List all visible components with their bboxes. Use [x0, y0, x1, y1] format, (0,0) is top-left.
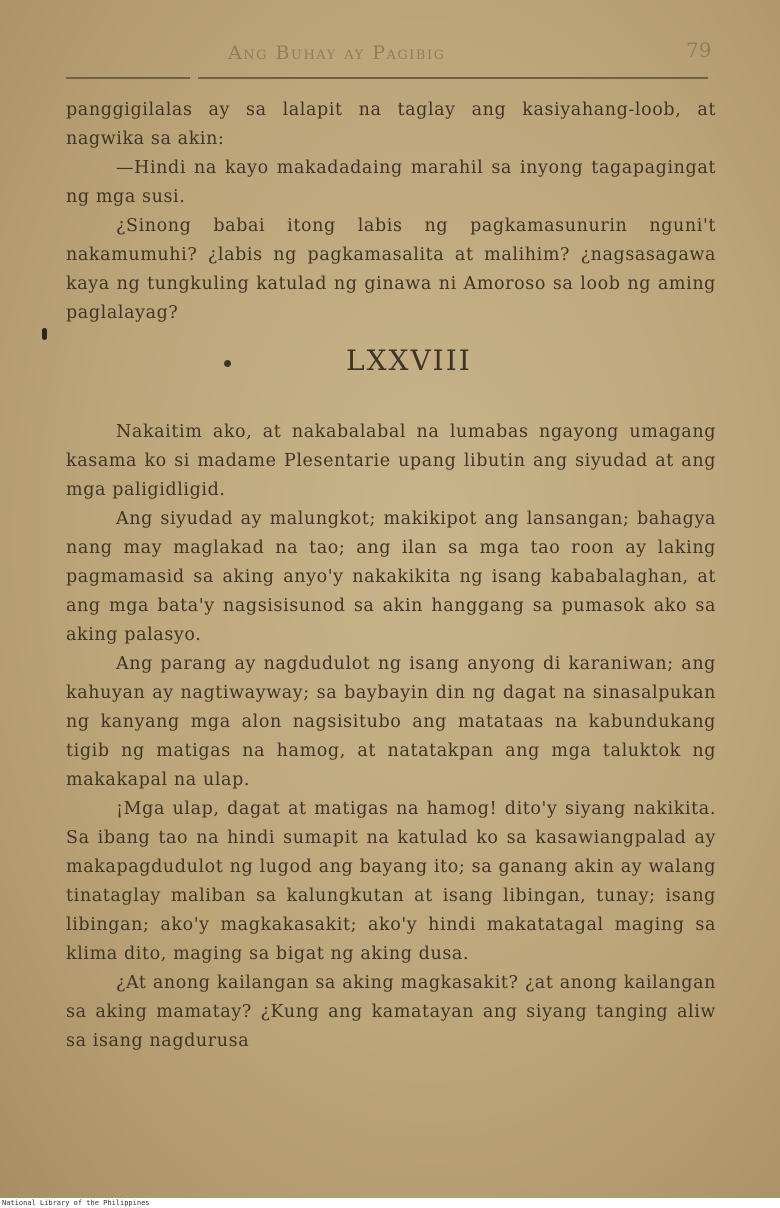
paragraph: ¿At anong kailangan sa aking magkasakit? ¿at anong kailangan sa aking mamatay? ¿Kung ang kamatayan ang siyang tanging aliw sa isang nagdurusa	[66, 973, 716, 1051]
margin-ink-mark	[42, 328, 47, 340]
chapter-heading	[0, 344, 780, 384]
scan-footer	[0, 1199, 780, 1208]
paragraph: Ang siyudad ay malungkot; makikipot ang lansangan; bahagya nang may maglakad na tao; ang ilan sa mga tao roon ay laking pagmamasid sa aking anyo'y nakakikita ng isang kababalaghan, at ang mga bata'y nagsisisunod sa akin hanggang sa pumasok ako sa aking palasyo.	[66, 509, 716, 645]
page-number: 79	[686, 38, 712, 62]
running-title: Ang Buhay ay Pagibig	[228, 42, 446, 64]
paragraph: —Hindi na kayo makadadaing marahil sa inyong tagapagingat ng mga susi.	[66, 158, 716, 207]
paragraph: ¡Mga ulap, dagat at matigas na hamog! dito'y siyang nakikita. Sa ibang tao na hindi sumapit na katulad ko sa kasawiangpalad ay makapagdudulot ng lugod ang bayang ito; sa ganang akin ay walang tinataglay maliban sa kalungkutan at isang libingan, tunay; isang libingan; ako'y magkakasakit; ako'y hindi makatatagal maging sa klima dito, maging sa bigat ng aking dusa.	[66, 799, 716, 964]
bullet-dot-icon	[224, 360, 231, 367]
paragraph: Ang parang ay nagdudulot ng isang anyong di karaniwan; ang kahuyan ay nagtiwayway; sa baybayin din ng dagat na sinasalpukan ng kanyang mga alon nagsisitubo ang matataas na kabundukang tigib ng matigas na hamog, at natatakpan ang mga taluktok ng makakapal na ulap.	[66, 654, 716, 790]
header-rule-right	[198, 77, 708, 79]
paragraph: ¿Sinong babai itong labis ng pagkamasunurin nguni't nakamumuhi? ¿labis ng pagkamasalita at malihim? ¿nagsasagawa kaya ng tungkuling katulad ng ginawa ni Amoroso sa loob ng aming paglalayag?	[66, 216, 716, 323]
chapter-text-block	[66, 418, 716, 1056]
paragraph-continued: panggigilalas ay sa lalapit na taglay ang kasiyahang-loob, at nagwika sa akin:	[66, 100, 716, 149]
library-credit: National Library of the Philippines	[2, 1199, 150, 1207]
top-text-block	[66, 96, 716, 328]
running-header	[0, 38, 780, 78]
header-rule-left	[66, 77, 190, 79]
chapter-title: LXXVIII	[346, 344, 472, 377]
paragraph: Nakaitim ako, at nakabalabal na lumabas ngayong umagang kasama ko si madame Plesentarie upang libutin ang siyudad at ang mga paligidligid.	[66, 422, 716, 500]
